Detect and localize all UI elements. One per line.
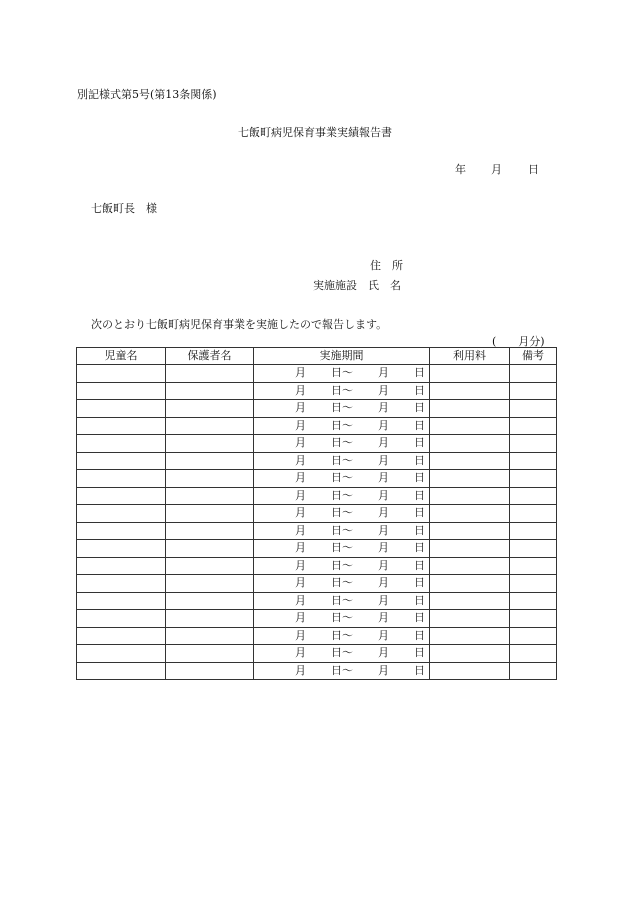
facility-name-label: 実施施設 氏 名 <box>313 279 401 292</box>
remarks-cell[interactable] <box>510 645 557 663</box>
remarks-cell[interactable] <box>510 452 557 470</box>
table-header-row <box>77 348 557 365</box>
period-month-start: 月 <box>295 401 306 414</box>
period-day-start: 日〜 <box>331 646 353 659</box>
date-month: 月 <box>491 163 502 176</box>
period-month-end: 月 <box>378 593 389 607</box>
table-row <box>77 592 557 610</box>
period-cell[interactable] <box>254 540 430 558</box>
date-day: 日 <box>528 163 539 176</box>
header-child-name: 児童名 <box>77 348 166 365</box>
period-month-end: 月 <box>378 506 389 519</box>
fee-cell[interactable] <box>430 505 510 523</box>
period-month-end: 月 <box>378 646 389 659</box>
period-cell[interactable] <box>254 645 430 663</box>
remarks-cell[interactable] <box>510 382 557 400</box>
remarks-cell[interactable] <box>510 592 557 610</box>
guardian-name-cell[interactable] <box>166 435 254 453</box>
remarks-cell[interactable] <box>510 575 557 593</box>
child-name-cell[interactable] <box>77 592 166 610</box>
period-day-start: 日〜 <box>331 628 353 642</box>
table-row <box>77 452 557 470</box>
table-row <box>77 557 557 575</box>
period-cell[interactable] <box>254 452 430 470</box>
table-row <box>77 365 557 383</box>
period-cell[interactable] <box>254 592 430 610</box>
report-statement: 次のとおり七飯町病児保育事業を実施したので報告します。 <box>91 318 388 331</box>
child-name-cell[interactable] <box>77 487 166 505</box>
period-cell[interactable] <box>254 382 430 400</box>
fee-cell[interactable] <box>430 522 510 540</box>
period-month-start: 月 <box>295 506 306 519</box>
period-day-end: 日 <box>414 576 425 589</box>
month-label: ( 月分) <box>492 335 545 348</box>
guardian-name-cell[interactable] <box>166 382 254 400</box>
period-day-start: 日〜 <box>331 488 353 502</box>
fee-cell[interactable] <box>430 662 510 680</box>
guardian-name-cell[interactable] <box>166 575 254 593</box>
period-month-start: 月 <box>295 471 306 484</box>
table-row <box>77 645 557 663</box>
period-month-start: 月 <box>295 593 306 607</box>
guardian-name-cell[interactable] <box>166 452 254 470</box>
child-name-cell[interactable] <box>77 365 166 383</box>
fee-cell[interactable] <box>430 470 510 488</box>
header-fee: 利用料 <box>430 348 510 365</box>
fee-cell[interactable] <box>430 435 510 453</box>
child-name-cell[interactable] <box>77 522 166 540</box>
remarks-cell[interactable] <box>510 662 557 680</box>
period-month-end: 月 <box>378 436 389 449</box>
guardian-name-cell[interactable] <box>166 592 254 610</box>
period-day-end: 日 <box>414 453 425 467</box>
child-name-cell[interactable] <box>77 417 166 435</box>
header-remarks: 備考 <box>510 348 557 365</box>
period-month-start: 月 <box>295 418 306 432</box>
period-month-start: 月 <box>295 453 306 467</box>
table-row <box>77 487 557 505</box>
period-cell[interactable] <box>254 575 430 593</box>
period-cell[interactable] <box>254 487 430 505</box>
header-guardian-name: 保護者名 <box>166 348 254 365</box>
period-day-end: 日 <box>414 611 425 624</box>
guardian-name-cell[interactable] <box>166 627 254 645</box>
guardian-name-cell[interactable] <box>166 505 254 523</box>
period-month-end: 月 <box>378 488 389 502</box>
period-day-end: 日 <box>414 436 425 449</box>
form-number: 別記様式第5号(第13条関係) <box>77 88 217 101</box>
period-day-end: 日 <box>414 646 425 659</box>
child-name-cell[interactable] <box>77 382 166 400</box>
child-name-cell[interactable] <box>77 627 166 645</box>
remarks-cell[interactable] <box>510 522 557 540</box>
fee-cell[interactable] <box>430 540 510 558</box>
fee-cell[interactable] <box>430 575 510 593</box>
period-cell[interactable] <box>254 557 430 575</box>
period-month-end: 月 <box>378 471 389 484</box>
period-month-start: 月 <box>295 436 306 449</box>
period-day-end: 日 <box>414 663 425 677</box>
period-month-end: 月 <box>378 541 389 554</box>
period-day-end: 日 <box>414 401 425 414</box>
period-day-start: 日〜 <box>331 418 353 432</box>
table-row <box>77 627 557 645</box>
child-name-cell[interactable] <box>77 505 166 523</box>
period-month-start: 月 <box>295 663 306 677</box>
fee-cell[interactable] <box>430 365 510 383</box>
remarks-cell[interactable] <box>510 557 557 575</box>
table-row <box>77 400 557 418</box>
period-month-end: 月 <box>378 576 389 589</box>
period-day-start: 日〜 <box>331 506 353 519</box>
period-month-end: 月 <box>378 523 389 537</box>
period-day-start: 日〜 <box>331 558 353 572</box>
remarks-cell[interactable] <box>510 400 557 418</box>
period-day-start: 日〜 <box>331 401 353 414</box>
child-name-cell[interactable] <box>77 435 166 453</box>
child-name-cell[interactable] <box>77 645 166 663</box>
period-month-end: 月 <box>378 366 389 379</box>
period-day-end: 日 <box>414 366 425 379</box>
page-title: 七飯町病児保育事業実績報告書 <box>238 126 392 139</box>
period-day-start: 日〜 <box>331 611 353 624</box>
period-day-start: 日〜 <box>331 541 353 554</box>
period-month-end: 月 <box>378 611 389 624</box>
fee-cell[interactable] <box>430 487 510 505</box>
period-cell[interactable] <box>254 365 430 383</box>
period-month-end: 月 <box>378 383 389 397</box>
guardian-name-cell[interactable] <box>166 400 254 418</box>
table-row <box>77 522 557 540</box>
period-month-end: 月 <box>378 663 389 677</box>
fee-cell[interactable] <box>430 610 510 628</box>
table-row <box>77 470 557 488</box>
period-day-end: 日 <box>414 541 425 554</box>
period-month-start: 月 <box>295 366 306 379</box>
date-line <box>455 161 539 177</box>
recipient: 七飯町長 様 <box>91 202 157 215</box>
period-month-start: 月 <box>295 611 306 624</box>
fee-cell[interactable] <box>430 417 510 435</box>
guardian-name-cell[interactable] <box>166 645 254 663</box>
period-day-start: 日〜 <box>331 663 353 677</box>
period-month-end: 月 <box>378 558 389 572</box>
period-day-end: 日 <box>414 523 425 537</box>
period-month-end: 月 <box>378 418 389 432</box>
period-month-start: 月 <box>295 558 306 572</box>
period-day-end: 日 <box>414 628 425 642</box>
period-month-start: 月 <box>295 383 306 397</box>
remarks-cell[interactable] <box>510 627 557 645</box>
remarks-cell[interactable] <box>510 505 557 523</box>
period-day-end: 日 <box>414 506 425 519</box>
period-month-start: 月 <box>295 523 306 537</box>
child-name-cell[interactable] <box>77 400 166 418</box>
period-day-start: 日〜 <box>331 471 353 484</box>
date-year: 年 <box>455 163 466 176</box>
remarks-cell[interactable] <box>510 435 557 453</box>
child-name-cell[interactable] <box>77 575 166 593</box>
fee-cell[interactable] <box>430 592 510 610</box>
table-row <box>77 540 557 558</box>
period-month-end: 月 <box>378 628 389 642</box>
guardian-name-cell[interactable] <box>166 417 254 435</box>
period-month-start: 月 <box>295 488 306 502</box>
table-row <box>77 382 557 400</box>
remarks-cell[interactable] <box>510 487 557 505</box>
fee-cell[interactable] <box>430 400 510 418</box>
fee-cell[interactable] <box>430 557 510 575</box>
guardian-name-cell[interactable] <box>166 470 254 488</box>
fee-cell[interactable] <box>430 645 510 663</box>
table-row <box>77 417 557 435</box>
guardian-name-cell[interactable] <box>166 540 254 558</box>
remarks-cell[interactable] <box>510 610 557 628</box>
guardian-name-cell[interactable] <box>166 662 254 680</box>
period-cell[interactable] <box>254 470 430 488</box>
period-cell[interactable] <box>254 627 430 645</box>
fee-cell[interactable] <box>430 627 510 645</box>
fee-cell[interactable] <box>430 452 510 470</box>
table-row <box>77 610 557 628</box>
period-day-start: 日〜 <box>331 366 353 379</box>
period-cell[interactable] <box>254 505 430 523</box>
child-name-cell[interactable] <box>77 452 166 470</box>
guardian-name-cell[interactable] <box>166 365 254 383</box>
guardian-name-cell[interactable] <box>166 610 254 628</box>
period-day-start: 日〜 <box>331 436 353 449</box>
period-cell[interactable] <box>254 610 430 628</box>
period-cell[interactable] <box>254 400 430 418</box>
table-row <box>77 505 557 523</box>
guardian-name-cell[interactable] <box>166 522 254 540</box>
child-name-cell[interactable] <box>77 557 166 575</box>
fee-cell[interactable] <box>430 382 510 400</box>
period-cell[interactable] <box>254 435 430 453</box>
header-period: 実施期間 <box>254 348 430 365</box>
period-day-end: 日 <box>414 383 425 397</box>
remarks-cell[interactable] <box>510 365 557 383</box>
period-day-start: 日〜 <box>331 593 353 607</box>
period-day-start: 日〜 <box>331 383 353 397</box>
guardian-name-cell[interactable] <box>166 557 254 575</box>
period-day-start: 日〜 <box>331 523 353 537</box>
table-row <box>77 435 557 453</box>
guardian-name-cell[interactable] <box>166 487 254 505</box>
period-day-end: 日 <box>414 593 425 607</box>
period-day-end: 日 <box>414 418 425 432</box>
remarks-cell[interactable] <box>510 417 557 435</box>
address-label: 住 所 <box>370 259 403 272</box>
period-cell[interactable] <box>254 522 430 540</box>
remarks-cell[interactable] <box>510 540 557 558</box>
period-month-end: 月 <box>378 453 389 467</box>
period-month-start: 月 <box>295 646 306 659</box>
records-table <box>76 347 557 680</box>
period-month-start: 月 <box>295 541 306 554</box>
remarks-cell[interactable] <box>510 470 557 488</box>
period-month-end: 月 <box>378 401 389 414</box>
period-cell[interactable] <box>254 662 430 680</box>
period-cell[interactable] <box>254 417 430 435</box>
child-name-cell[interactable] <box>77 662 166 680</box>
period-day-start: 日〜 <box>331 453 353 467</box>
table-row <box>77 575 557 593</box>
period-month-start: 月 <box>295 628 306 642</box>
table-row <box>77 662 557 680</box>
child-name-cell[interactable] <box>77 540 166 558</box>
child-name-cell[interactable] <box>77 470 166 488</box>
period-day-end: 日 <box>414 488 425 502</box>
child-name-cell[interactable] <box>77 610 166 628</box>
period-month-start: 月 <box>295 576 306 589</box>
period-day-start: 日〜 <box>331 576 353 589</box>
period-day-end: 日 <box>414 471 425 484</box>
period-day-end: 日 <box>414 558 425 572</box>
